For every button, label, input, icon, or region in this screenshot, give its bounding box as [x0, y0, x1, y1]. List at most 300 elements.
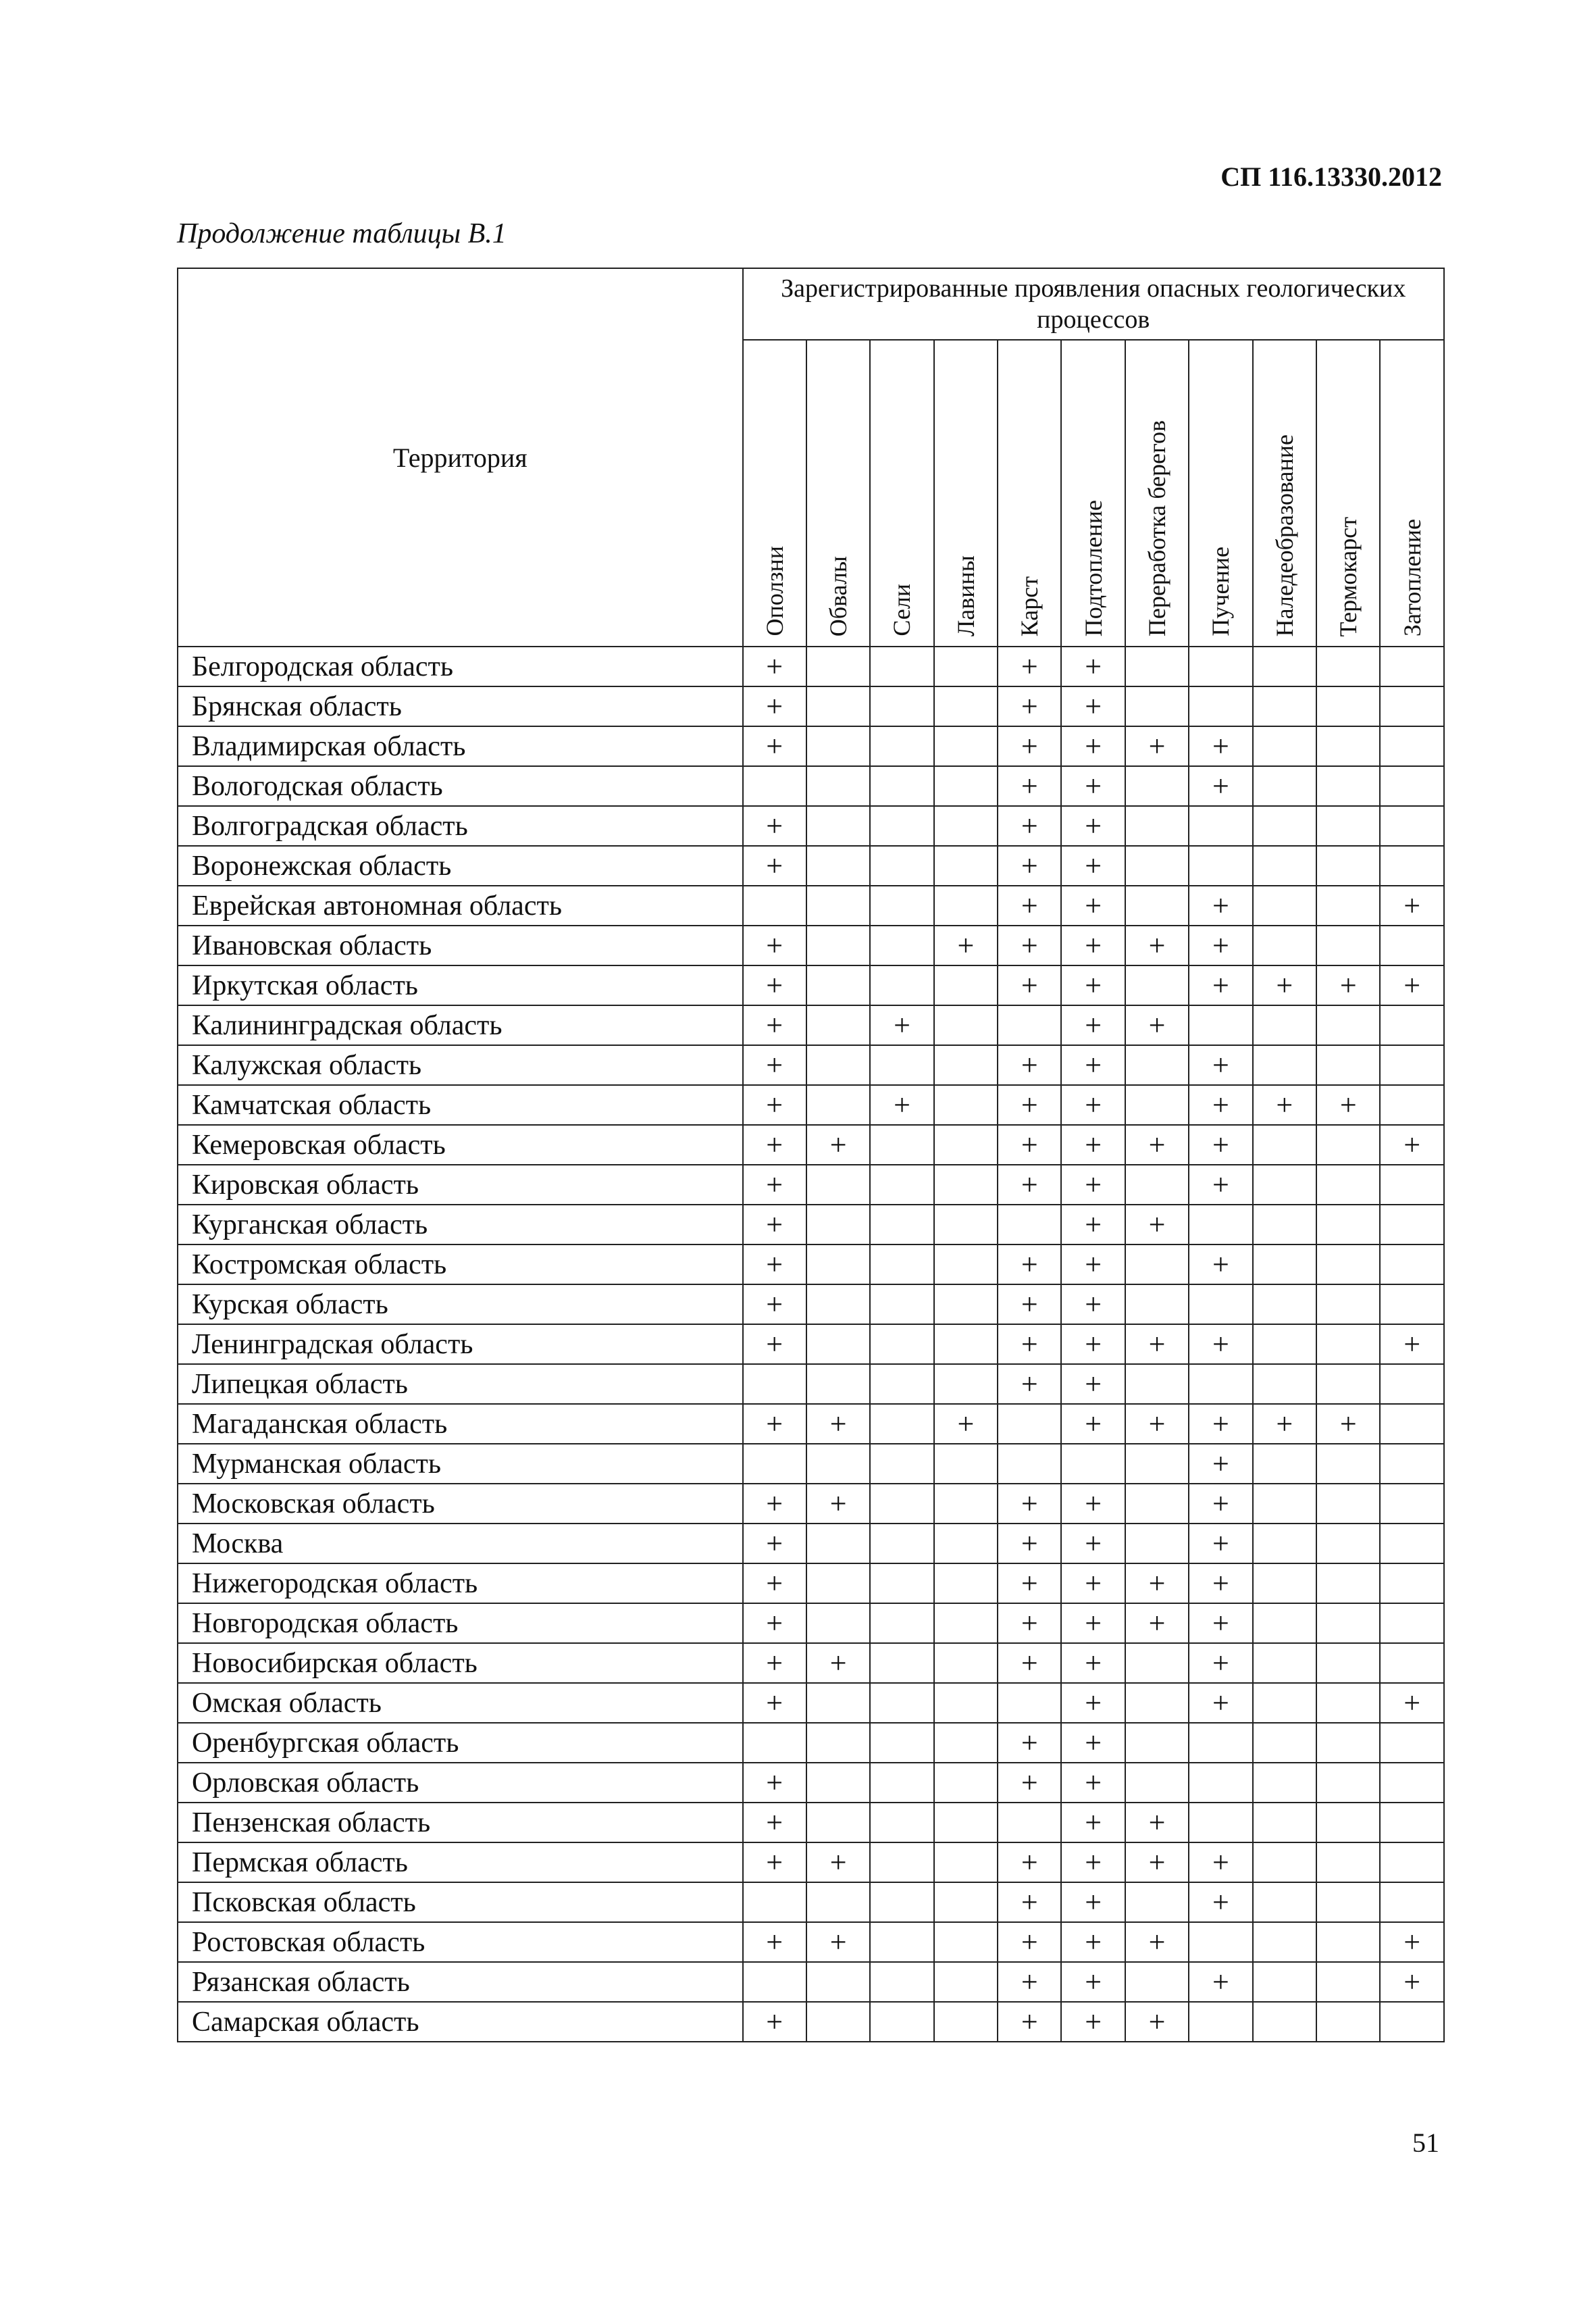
process-cell [806, 886, 870, 926]
process-header-label: Обвалы [825, 555, 852, 636]
territory-name: Новосибирская область [178, 1643, 743, 1683]
process-cell [806, 1803, 870, 1842]
process-cell: + [1061, 1524, 1125, 1563]
process-cell [806, 1165, 870, 1205]
process-cell [934, 1962, 998, 2002]
process-cell [1189, 647, 1252, 686]
process-cell [1253, 926, 1316, 965]
table-row [178, 1563, 1444, 1603]
process-cell: + [1061, 1324, 1125, 1364]
process-cell [870, 1683, 933, 1723]
process-cell: + [743, 1205, 806, 1244]
process-cell [870, 1444, 933, 1484]
territory-name: Московская область [178, 1484, 743, 1524]
process-cell: + [1061, 1364, 1125, 1404]
process-cell: + [743, 1125, 806, 1165]
process-cell [1316, 1284, 1380, 1324]
process-cell [1189, 1922, 1252, 1962]
process-cell [743, 1723, 806, 1763]
process-cell: + [998, 1962, 1061, 2002]
process-cell: + [743, 1045, 806, 1085]
territory-name: Омская область [178, 1683, 743, 1723]
process-cell: + [1061, 1085, 1125, 1125]
process-cell [1316, 647, 1380, 686]
process-cell [1125, 1643, 1189, 1683]
process-cell [1253, 1524, 1316, 1563]
process-cell: + [998, 1085, 1061, 1125]
process-cell: + [743, 1085, 806, 1125]
process-cell [870, 1045, 933, 1085]
process-cell: + [998, 926, 1061, 965]
table-row [178, 1484, 1444, 1524]
territory-name: Вологодская область [178, 766, 743, 806]
process-cell: + [743, 1404, 806, 1444]
territory-name: Новгородская область [178, 1603, 743, 1643]
process-cell [934, 1205, 998, 1244]
process-cell [1380, 1404, 1444, 1444]
process-cell: + [1380, 1922, 1444, 1962]
process-cell: + [1061, 1763, 1125, 1803]
process-cell [934, 806, 998, 846]
process-cell [1253, 1284, 1316, 1324]
process-cell: + [743, 1324, 806, 1364]
process-cell [1125, 1085, 1189, 1125]
process-cell [934, 1563, 998, 1603]
process-cell: + [1125, 726, 1189, 766]
process-cell [1380, 1603, 1444, 1643]
territory-name: Камчатская область [178, 1085, 743, 1125]
table-row [178, 1882, 1444, 1922]
process-cell: + [1253, 1404, 1316, 1444]
process-cell [1253, 1125, 1316, 1165]
process-cell [1253, 1165, 1316, 1205]
process-cell: + [1189, 1444, 1252, 1484]
process-cell [1125, 1962, 1189, 2002]
process-cell [1253, 1563, 1316, 1603]
process-cell: + [934, 926, 998, 965]
process-header [806, 340, 870, 647]
territory-name: Курская область [178, 1284, 743, 1324]
process-cell [934, 886, 998, 926]
process-cell [934, 1444, 998, 1484]
process-cell [1253, 1842, 1316, 1882]
table-row [178, 965, 1444, 1005]
process-cell [1316, 2002, 1380, 2042]
process-cell [998, 1803, 1061, 1842]
process-cell [1253, 1205, 1316, 1244]
process-cell [870, 1205, 933, 1244]
process-cell: + [998, 965, 1061, 1005]
process-cell [870, 1524, 933, 1563]
territory-name: Нижегородская область [178, 1563, 743, 1603]
territory-name: Пензенская область [178, 1803, 743, 1842]
process-cell: + [1125, 1842, 1189, 1882]
process-cell [806, 686, 870, 726]
process-cell: + [743, 846, 806, 886]
process-cell: + [1189, 1882, 1252, 1922]
process-cell [870, 1125, 933, 1165]
process-cell: + [1061, 1563, 1125, 1603]
process-cell: + [1189, 1085, 1252, 1125]
process-cell: + [806, 1484, 870, 1524]
process-cell: + [1061, 1284, 1125, 1324]
process-cell: + [1061, 766, 1125, 806]
process-cell [934, 647, 998, 686]
process-cell: + [1189, 766, 1252, 806]
process-cell [934, 1842, 998, 1882]
process-cell [806, 1284, 870, 1324]
process-cell: + [743, 1484, 806, 1524]
table-row [178, 1404, 1444, 1444]
process-cell [1253, 886, 1316, 926]
table-row [178, 726, 1444, 766]
process-cell: + [998, 1563, 1061, 1603]
process-cell [1380, 1045, 1444, 1085]
process-cell [870, 1165, 933, 1205]
process-cell [934, 846, 998, 886]
process-cell [1380, 1882, 1444, 1922]
process-cell: + [1061, 1643, 1125, 1683]
process-cell: + [998, 1045, 1061, 1085]
process-cell: + [998, 1364, 1061, 1404]
process-header-label: Пучение [1207, 547, 1235, 636]
process-cell: + [1189, 1244, 1252, 1284]
process-cell [1380, 1244, 1444, 1284]
process-cell: + [743, 647, 806, 686]
process-cell: + [934, 1404, 998, 1444]
process-cell [1380, 726, 1444, 766]
process-cell: + [1316, 965, 1380, 1005]
process-cell: + [743, 1524, 806, 1563]
process-cell: + [1061, 965, 1125, 1005]
process-cell [870, 965, 933, 1005]
process-cell [1253, 1444, 1316, 1484]
process-cell [1316, 926, 1380, 965]
process-header-label: Карст [1016, 576, 1044, 636]
process-cell: + [1125, 2002, 1189, 2042]
process-cell: + [1061, 1244, 1125, 1284]
process-cell: + [743, 806, 806, 846]
process-cell [934, 1683, 998, 1723]
process-cell [1253, 2002, 1316, 2042]
process-header [1316, 340, 1380, 647]
process-cell: + [743, 1005, 806, 1045]
process-cell [1316, 1882, 1380, 1922]
process-cell [806, 1244, 870, 1284]
territory-name: Брянская область [178, 686, 743, 726]
process-cell [1316, 1563, 1380, 1603]
process-header [1061, 340, 1125, 647]
process-cell [806, 1005, 870, 1045]
territory-name: Владимирская область [178, 726, 743, 766]
process-cell: + [1061, 647, 1125, 686]
process-cell [1316, 1763, 1380, 1803]
process-cell [934, 965, 998, 1005]
process-cell [1189, 1005, 1252, 1045]
process-cell [1316, 1125, 1380, 1165]
territory-name: Ленинградская область [178, 1324, 743, 1364]
process-cell [934, 1882, 998, 1922]
process-cell [806, 766, 870, 806]
process-cell [1253, 766, 1316, 806]
process-cell: + [743, 1922, 806, 1962]
process-cell: + [1189, 1962, 1252, 2002]
territory-name: Белгородская область [178, 647, 743, 686]
process-cell: + [1189, 1643, 1252, 1683]
process-cell: + [1380, 965, 1444, 1005]
territory-name: Магаданская область [178, 1404, 743, 1444]
process-cell [1125, 965, 1189, 1005]
process-cell: + [998, 1244, 1061, 1284]
territory-name: Оренбургская область [178, 1723, 743, 1763]
territory-header: Территория [178, 268, 743, 647]
process-cell [870, 1723, 933, 1763]
process-group-header: Зарегистрированные проявления опасных геологических процессов [743, 268, 1444, 340]
process-cell [1189, 806, 1252, 846]
process-cell [1316, 1165, 1380, 1205]
territory-name: Иркутская область [178, 965, 743, 1005]
process-header [743, 340, 806, 647]
document-code: СП 116.13330.2012 [1220, 161, 1442, 192]
process-cell [870, 1763, 933, 1803]
process-cell [1380, 1643, 1444, 1683]
process-cell: + [1061, 926, 1125, 965]
process-cell: + [1061, 1882, 1125, 1922]
process-cell [934, 1165, 998, 1205]
process-cell [934, 1125, 998, 1165]
process-cell [806, 1603, 870, 1643]
process-cell: + [1061, 1922, 1125, 1962]
process-header [1189, 340, 1252, 647]
table-row [178, 1444, 1444, 1484]
process-cell [806, 1524, 870, 1563]
process-cell: + [1125, 1603, 1189, 1643]
process-cell [1253, 1643, 1316, 1683]
process-cell [743, 1444, 806, 1484]
process-cell [1380, 766, 1444, 806]
process-cell [1125, 1045, 1189, 1085]
process-cell [1125, 1763, 1189, 1803]
page-number: 51 [1412, 2128, 1439, 2158]
territory-name: Москва [178, 1524, 743, 1563]
process-cell [870, 686, 933, 726]
process-cell [1380, 1803, 1444, 1842]
process-cell [1253, 686, 1316, 726]
process-cell: + [1189, 965, 1252, 1005]
process-cell: + [1189, 1842, 1252, 1882]
process-cell: + [1061, 726, 1125, 766]
process-cell: + [1125, 1803, 1189, 1842]
process-cell: + [743, 1165, 806, 1205]
table-row [178, 647, 1444, 686]
process-cell [1380, 1364, 1444, 1404]
territory-name: Калужская область [178, 1045, 743, 1085]
process-cell: + [1189, 886, 1252, 926]
process-cell [1189, 1364, 1252, 1404]
process-cell: + [870, 1085, 933, 1125]
process-cell: + [998, 1324, 1061, 1364]
process-cell [806, 1324, 870, 1364]
table-row [178, 886, 1444, 926]
process-cell: + [806, 1404, 870, 1444]
process-cell [1253, 1324, 1316, 1364]
table-row [178, 1922, 1444, 1962]
process-cell [1316, 1244, 1380, 1284]
process-cell [806, 1723, 870, 1763]
process-cell: + [1061, 846, 1125, 886]
process-cell [870, 1842, 933, 1882]
process-cell: + [1061, 1125, 1125, 1165]
process-cell: + [806, 1842, 870, 1882]
process-cell [806, 1364, 870, 1404]
process-cell: + [1380, 1324, 1444, 1364]
table-row [178, 1165, 1444, 1205]
territory-name: Волгоградская область [178, 806, 743, 846]
process-cell [1316, 1922, 1380, 1962]
territory-name: Курганская область [178, 1205, 743, 1244]
process-cell [1253, 1603, 1316, 1643]
process-cell [934, 1643, 998, 1683]
process-header [1380, 340, 1444, 647]
process-cell [934, 1045, 998, 1085]
process-cell [1316, 1603, 1380, 1643]
process-cell [870, 1643, 933, 1683]
process-cell [1316, 1723, 1380, 1763]
process-cell [806, 1205, 870, 1244]
process-cell: + [1125, 1324, 1189, 1364]
process-cell [1189, 1723, 1252, 1763]
process-cell [1125, 1683, 1189, 1723]
process-cell: + [1061, 1005, 1125, 1045]
process-header-label: Наледеобразование [1270, 434, 1298, 636]
process-header-label: Оползни [761, 546, 788, 636]
process-cell: + [1061, 1205, 1125, 1244]
process-cell [1253, 1005, 1316, 1045]
process-cell [1316, 1005, 1380, 1045]
process-cell: + [743, 2002, 806, 2042]
process-cell [1125, 1364, 1189, 1404]
table-row [178, 1643, 1444, 1683]
process-cell [1380, 806, 1444, 846]
territory-name: Ивановская область [178, 926, 743, 965]
table-body [178, 647, 1444, 2042]
process-cell [870, 1563, 933, 1603]
process-cell: + [1061, 806, 1125, 846]
territory-name: Кемеровская область [178, 1125, 743, 1165]
process-cell: + [998, 726, 1061, 766]
process-cell: + [1061, 1842, 1125, 1882]
table-row [178, 1205, 1444, 1244]
territory-name: Самарская область [178, 2002, 743, 2042]
process-cell: + [998, 886, 1061, 926]
territory-name: Псковская область [178, 1882, 743, 1922]
process-cell: + [1125, 1005, 1189, 1045]
process-cell: + [1125, 1922, 1189, 1962]
process-cell [1380, 1284, 1444, 1324]
process-cell [1125, 1244, 1189, 1284]
process-cell [806, 1444, 870, 1484]
process-cell: + [806, 1922, 870, 1962]
process-cell [1380, 1165, 1444, 1205]
territory-name: Мурманская область [178, 1444, 743, 1484]
process-cell [806, 965, 870, 1005]
process-cell [870, 1284, 933, 1324]
process-cell: + [998, 1922, 1061, 1962]
process-cell: + [1189, 1524, 1252, 1563]
process-cell: + [998, 1643, 1061, 1683]
process-cell [1125, 1723, 1189, 1763]
process-cell [1253, 1962, 1316, 2002]
process-cell: + [743, 686, 806, 726]
process-cell [1316, 846, 1380, 886]
process-cell: + [998, 686, 1061, 726]
process-cell: + [1189, 1484, 1252, 1524]
process-cell: + [1061, 1683, 1125, 1723]
process-cell: + [998, 1603, 1061, 1643]
territory-name: Рязанская область [178, 1962, 743, 2002]
process-cell [1380, 2002, 1444, 2042]
process-cell [934, 1603, 998, 1643]
process-header [870, 340, 933, 647]
process-cell: + [743, 1603, 806, 1643]
process-cell [1125, 1284, 1189, 1324]
process-cell [934, 1484, 998, 1524]
process-cell [870, 1882, 933, 1922]
table-caption: Продолжение таблицы В.1 [177, 218, 507, 249]
process-cell: + [1189, 926, 1252, 965]
process-header-label: Затопление [1398, 518, 1426, 636]
process-cell [934, 766, 998, 806]
process-cell [1380, 1444, 1444, 1484]
process-cell [1380, 1484, 1444, 1524]
process-cell [934, 1763, 998, 1803]
process-cell [1316, 1962, 1380, 2002]
table-row [178, 1524, 1444, 1563]
process-cell: + [743, 1284, 806, 1324]
process-cell [934, 1284, 998, 1324]
territory-name: Еврейская автономная область [178, 886, 743, 926]
process-cell [870, 1922, 933, 1962]
process-cell [1189, 846, 1252, 886]
process-cell: + [1061, 886, 1125, 926]
process-cell [806, 2002, 870, 2042]
table-row [178, 766, 1444, 806]
process-header-label: Подтопление [1079, 499, 1107, 636]
table-row [178, 1364, 1444, 1404]
table-row [178, 1324, 1444, 1364]
process-cell: + [998, 766, 1061, 806]
territory-name: Костромская область [178, 1244, 743, 1284]
process-cell: + [1061, 1803, 1125, 1842]
process-cell [1380, 926, 1444, 965]
process-cell: + [1189, 1563, 1252, 1603]
process-cell [998, 1683, 1061, 1723]
process-cell: + [1189, 1683, 1252, 1723]
process-cell: + [998, 1524, 1061, 1563]
process-cell: + [806, 1125, 870, 1165]
process-cell: + [1189, 1404, 1252, 1444]
process-cell [1380, 1524, 1444, 1563]
process-cell [998, 1205, 1061, 1244]
process-cell [806, 1683, 870, 1723]
process-cell [1380, 1205, 1444, 1244]
table-row [178, 806, 1444, 846]
process-cell [1316, 726, 1380, 766]
process-cell: + [998, 2002, 1061, 2042]
process-cell: + [1061, 1165, 1125, 1205]
process-cell [1316, 1643, 1380, 1683]
process-cell [934, 1244, 998, 1284]
